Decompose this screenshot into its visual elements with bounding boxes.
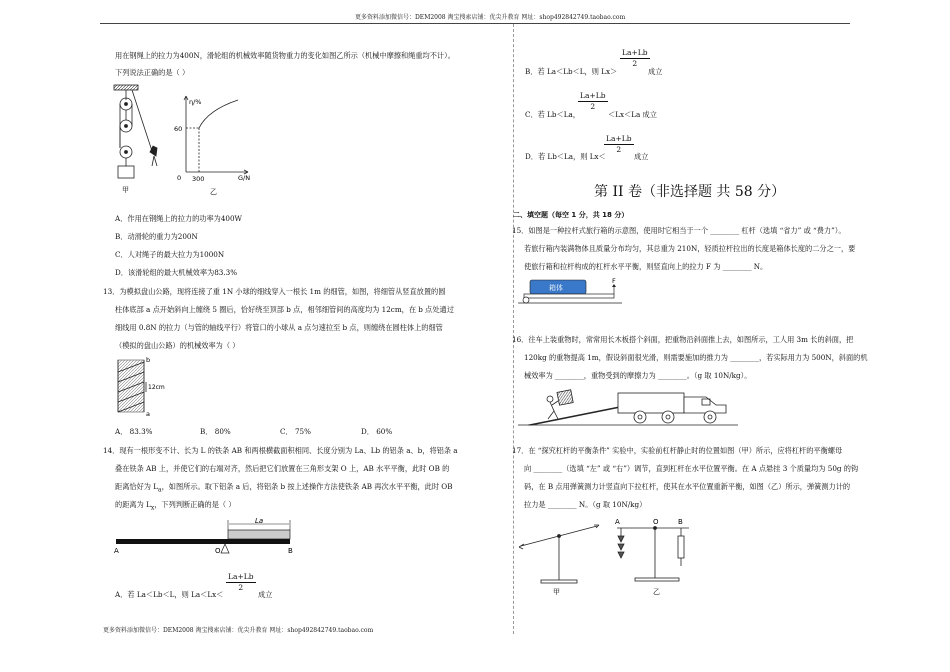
column-divider <box>513 24 514 634</box>
q14-option-c-fraction: $\frac{La+Lb}{2}$ <box>580 91 606 111</box>
q14-option-c-tail: ＜Lx＜La 成立 <box>608 110 657 119</box>
header-text: 更多资料添加微信号：DEM2008 淘宝搜索店铺：优尖升教育 网址：shop492842749.taobao.com <box>355 14 626 21</box>
q13-label-a: a <box>146 410 150 418</box>
lever-jia <box>519 525 599 583</box>
q13-line3: 细线用 0.8N 的拉力（与管的轴线平行）将管口的小球从 a 点匀速拉至 b 点，则缠绕在圆柱体上的细管 <box>115 323 443 332</box>
q12-option-c: C．人对绳子的最大拉力为1000N <box>115 250 225 259</box>
fig12-x-tick: 300 <box>192 175 205 183</box>
q17-line1: 17．在 “探究杠杆的平衡条件” 实验中，实验前杠杆静止时的位置如图（甲）所示，应将杠杆的平衡螺母 <box>512 446 843 455</box>
q14-label-A: A <box>114 547 119 555</box>
fig12-origin: 0 <box>177 174 182 182</box>
q13-label-b: b <box>146 356 151 364</box>
q15-figure <box>518 277 628 325</box>
part2-title: 第 II 卷（非选择题 共 58 分） <box>594 184 786 200</box>
q14-option-a-fraction: $\frac{La+Lb}{2}$ <box>228 572 254 592</box>
q13-label-dim: 12cm <box>148 384 165 391</box>
q13-option-b: B． 80% <box>200 427 231 436</box>
q17-line4: 拉力是 ________ N。（g 取 10N/kg） <box>524 500 647 509</box>
q14-figure <box>112 512 302 558</box>
q12-option-b: B．动滑轮的重力为200N <box>115 232 198 241</box>
q14-line1: 14．现有一根形变不计、长为 L 的铁条 AB 和两根横截面积相同、长度分别为 La、Lb 的铝条 a、b，将铝条 a <box>103 446 458 455</box>
q15-box-label: 箱体 <box>549 284 563 292</box>
footer-text: 更多资料添加微信号：DEM2008 淘宝搜索店铺：优尖升教育 网址：shop492842749.taobao.com <box>103 627 374 634</box>
q12-option-d: D．该滑轮组的最大机械效率为83.3% <box>115 268 238 277</box>
q13-option-d: D． 60% <box>361 427 393 436</box>
q13-line1: 13．为模拟盘山公路，现将连接了重 1N 小球的细线穿入一根长 1m 的细管，如图，将细管从竖直放置的圆 <box>103 287 446 296</box>
q14-label-La: La <box>255 517 264 525</box>
q16-line2: 120kg 的重物提高 1m，假设斜面很光滑，则需要施加的推力为 ________，若实际用力为 500N，斜面的机 <box>524 353 868 362</box>
q13-line4: （模拟的盘山公路）的机械效率为（ ） <box>115 341 240 350</box>
q12-option-a: A．作用在钢绳上的拉力的功率为400W <box>115 214 242 223</box>
q14-line2: 叠在铁条 AB 上，并使它们的右端对齐，然后把它们放置在三角形支架 O 上，AB 水平平衡，此时 OB 的 <box>115 464 450 473</box>
q14-option-d: D．若 Lb＜La，则 Lx＜ <box>525 152 606 161</box>
q17-caption-jia: 甲 <box>553 588 560 596</box>
q13-option-c: C． 75% <box>280 427 311 436</box>
q12-figure <box>108 82 278 200</box>
q14-option-a-tail: 成立 <box>258 590 273 599</box>
q14-option-a: A．若 La＜Lb＜L，则 La＜Lx＜ <box>115 590 224 599</box>
fulcrum <box>221 544 229 553</box>
q14-line3: 距离恰好为 $L_a$，如图所示。取下铝条 a 后，将铝条 b 按上述操作方法使铁条 AB 再次水平平衡，此时 OB <box>115 482 453 494</box>
q17-label-O: O <box>653 518 659 526</box>
lever-yi <box>617 527 689 582</box>
fig12-y-tick: 60 <box>174 125 183 133</box>
q15-line2: 若旅行箱内装满物体且质量分布均匀，其总重为 210N，轻质拉杆拉出的长度是箱体长度的二分之一，要 <box>524 244 856 253</box>
q14-option-b: B．若 La＜Lb＜L，则 Lx＞ <box>525 67 618 76</box>
q13-figure <box>110 354 170 419</box>
q16-line1: 16．往车上装重物时，常常用长木板搭个斜面，把重物沿斜面推上去，如图所示，工人用 3m 长的斜面，把 <box>512 335 854 344</box>
q14-option-b-fraction: $\frac{La+Lb}{2}$ <box>622 48 648 68</box>
aluminum-bar <box>228 530 290 539</box>
q14-line4: 的距离为 $L_x$，下列判断正确的是（ ） <box>115 500 236 512</box>
pulley-system <box>114 85 157 178</box>
q17-figure <box>515 512 715 600</box>
q17-line3: 码，在 B 点用弹簧测力计竖直向下拉杠杆，使其在水平位置重新平衡，如图（乙）所示，弹簧测力计的 <box>524 482 851 491</box>
q17-line2: 向 ________（选填 “左” 或 “右”）调节，直到杠杆在水平位置平衡。在 A 点悬挂 3 个质量均为 50g 的钩 <box>524 464 859 473</box>
q14-option-d-fraction: $\frac{La+Lb}{2}$ <box>606 134 632 154</box>
q14-label-O: O <box>215 547 221 555</box>
q17-caption-yi: 乙 <box>653 588 660 596</box>
q15-force-label: F <box>612 277 616 285</box>
q16-line3: 械效率为 ________，重物受到的摩擦力为 ________。（g 取 10N/kg）。 <box>524 371 752 380</box>
q12-intro-line2: 下列说法正确的是（ ） <box>115 68 190 77</box>
fig12-y-label: η/% <box>189 98 202 106</box>
fig12-caption-jia: 甲 <box>122 186 129 194</box>
handle-bar <box>524 294 614 298</box>
q17-label-A: A <box>615 518 620 526</box>
fig12-caption-yi: 乙 <box>210 188 217 196</box>
q15-line1: 15．如图是一种拉杆式旅行箱的示意图，使用时它相当于一个 ________ 杠杆（选填 “省力” 或 “费力”）。 <box>512 226 846 235</box>
q14-option-d-tail: 成立 <box>634 152 649 161</box>
wheel <box>523 297 529 303</box>
efficiency-graph <box>184 96 248 174</box>
q17-label-B: B <box>678 518 683 526</box>
header-rule <box>100 23 850 24</box>
iron-bar <box>116 539 290 544</box>
fig12-x-label: G/N <box>238 174 251 182</box>
q15-line3: 使旅行箱和拉杆构成的杠杆水平平衡，则竖直向上的拉力 F 为 ________ N。 <box>524 262 768 271</box>
q13-option-a: A． 83.3% <box>115 427 153 436</box>
q14-option-b-tail: 成立 <box>648 67 663 76</box>
q14-option-c: C．若 Lb＜La， <box>525 110 580 119</box>
section-heading: 二、填空题（每空 1 分，共 18 分） <box>513 211 629 219</box>
q14-label-B: B <box>288 547 293 555</box>
q13-line2: 柱体底部 a 点开始斜向上缠绕 5 圈后，恰好绕至顶部 b 点，相邻细管间的高度均为 12cm，在 b 点处通过 <box>115 305 454 314</box>
q12-intro-line1: 用在钢绳上的拉力为400N，滑轮组的机械效率随货物重力的变化如图乙所示（机械中摩擦和绳重均不计）。 <box>115 51 455 60</box>
q16-figure <box>518 383 743 433</box>
